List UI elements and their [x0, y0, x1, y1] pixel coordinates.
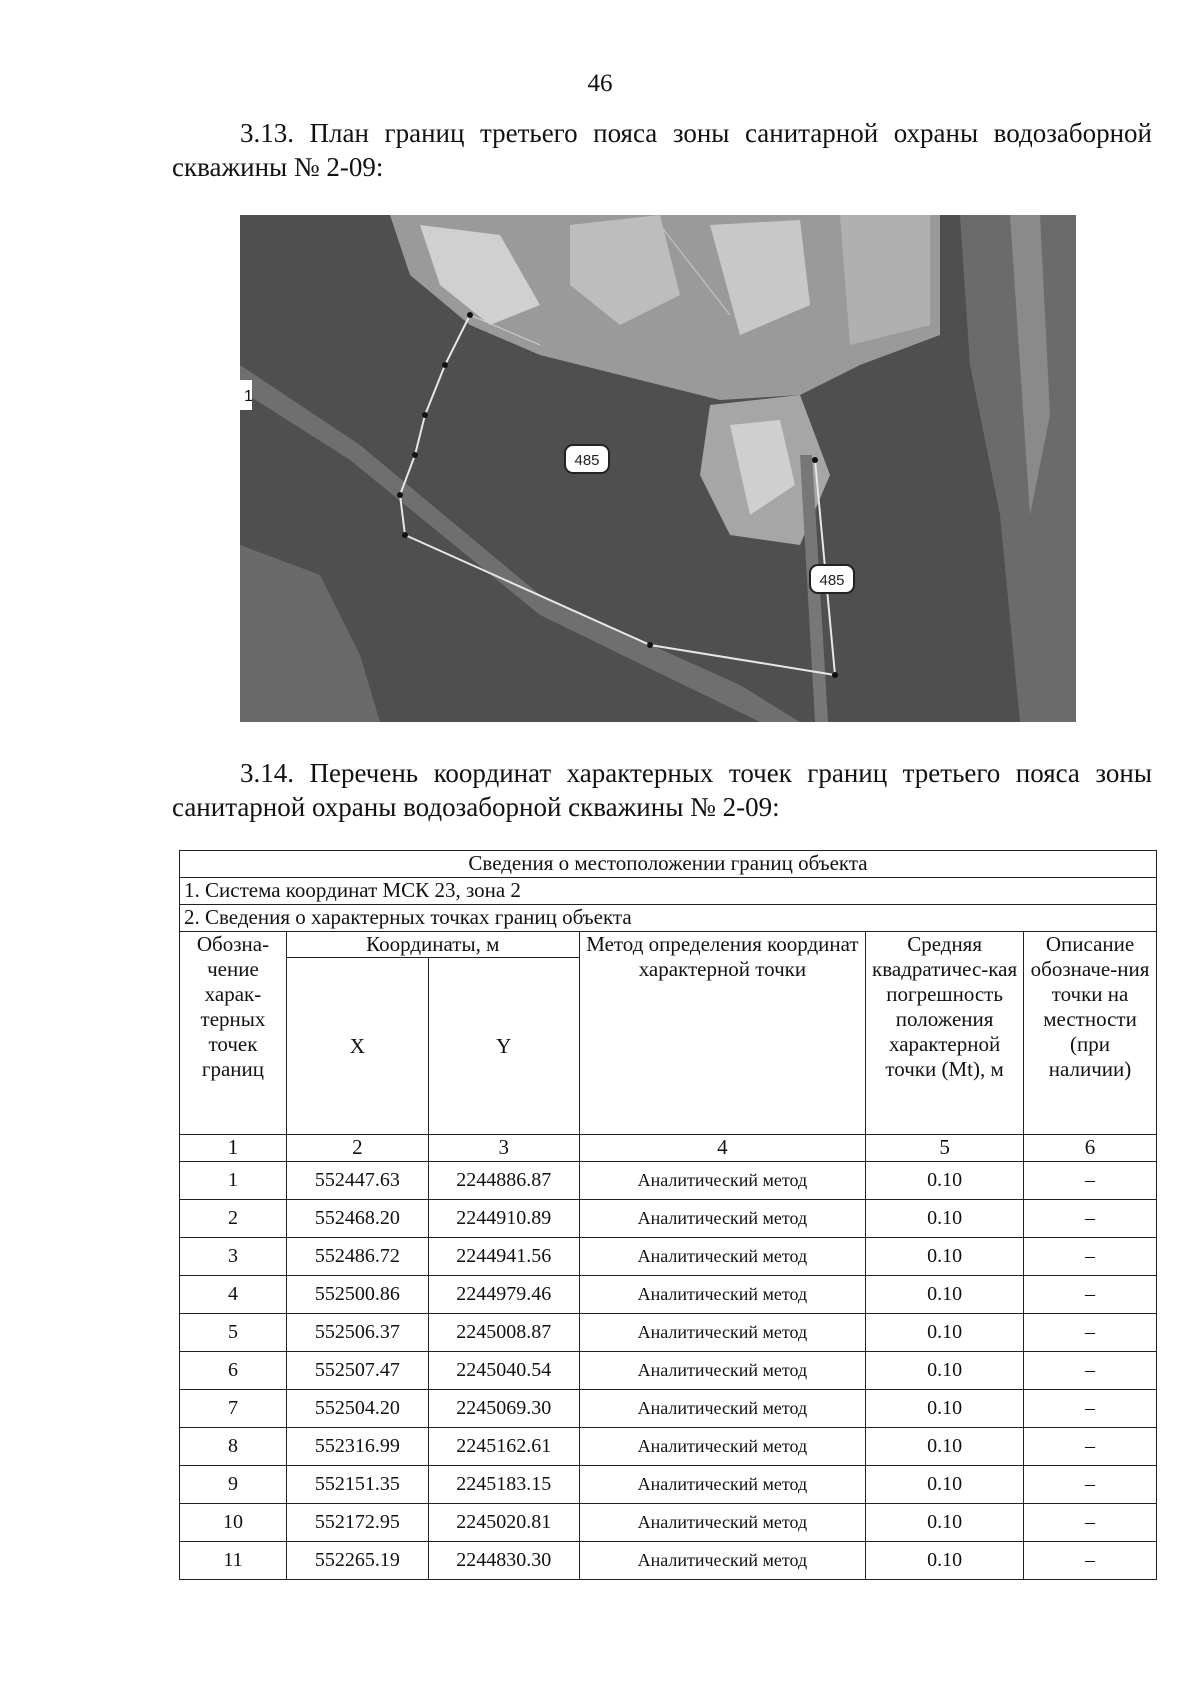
- map-svg: [240, 215, 1076, 722]
- mt-error-cell: 0.10: [866, 1542, 1024, 1580]
- point-number-cell: 2: [180, 1200, 287, 1238]
- coordinates-table: [179, 850, 1157, 1580]
- y-coordinate-cell: 2244979.46: [428, 1276, 579, 1314]
- mt-error-cell: 0.10: [866, 1314, 1024, 1352]
- road-shield-upper: [565, 445, 609, 473]
- urban-light-patch: [840, 215, 930, 345]
- description-cell: –: [1024, 1428, 1157, 1466]
- method-cell: Аналитический метод: [579, 1314, 866, 1352]
- y-coordinate-cell: 2244886.87: [428, 1162, 579, 1200]
- column-number: 5: [866, 1135, 1024, 1162]
- section-3-13-heading: [172, 116, 1152, 184]
- x-coordinate-cell: 552486.72: [286, 1238, 428, 1276]
- boundary-point: [832, 672, 838, 678]
- method-cell: Аналитический метод: [579, 1238, 866, 1276]
- x-coordinate-cell: 552447.63: [286, 1162, 428, 1200]
- mt-error-cell: 0.10: [866, 1504, 1024, 1542]
- road-shield-label: 485: [574, 452, 600, 469]
- mt-error-cell: 0.10: [866, 1200, 1024, 1238]
- description-cell: –: [1024, 1504, 1157, 1542]
- x-coordinate-cell: 552468.20: [286, 1200, 428, 1238]
- y-coordinate-cell: 2245040.54: [428, 1352, 579, 1390]
- point-number-cell: 5: [180, 1314, 287, 1352]
- road-shield-label: 485: [819, 572, 845, 589]
- road-shield-lower: [810, 565, 854, 593]
- header-x: X: [286, 958, 428, 1135]
- y-coordinate-cell: 2244941.56: [428, 1238, 579, 1276]
- section-3-14-text: 3.14. Перечень координат характерных точек границ третьего пояса зоны санитарной охраны водозаборной скважины № 2-09:: [172, 758, 1152, 822]
- boundary-point: [467, 312, 473, 318]
- point-number-cell: 3: [180, 1238, 287, 1276]
- mt-error-cell: 0.10: [866, 1276, 1024, 1314]
- method-cell: Аналитический метод: [579, 1466, 866, 1504]
- edge-label: 1: [244, 388, 253, 405]
- boundary-point: [647, 642, 653, 648]
- point-number-cell: 10: [180, 1504, 287, 1542]
- method-cell: Аналитический метод: [579, 1390, 866, 1428]
- column-number: 6: [1024, 1135, 1157, 1162]
- point-number-cell: 1: [180, 1162, 287, 1200]
- table-row: [180, 1352, 1157, 1390]
- method-cell: Аналитический метод: [579, 1542, 866, 1580]
- description-cell: –: [1024, 1542, 1157, 1580]
- header-y: Y: [428, 958, 579, 1135]
- y-coordinate-cell: 2245008.87: [428, 1314, 579, 1352]
- point-number-cell: 8: [180, 1428, 287, 1466]
- y-coordinate-cell: 2245069.30: [428, 1390, 579, 1428]
- x-coordinate-cell: 552500.86: [286, 1276, 428, 1314]
- method-cell: Аналитический метод: [579, 1504, 866, 1542]
- mt-error-cell: 0.10: [866, 1390, 1024, 1428]
- boundary-map-image: [240, 215, 1076, 722]
- x-coordinate-cell: 552316.99: [286, 1428, 428, 1466]
- column-number-row: [180, 1135, 1157, 1162]
- description-cell: –: [1024, 1390, 1157, 1428]
- mt-error-cell: 0.10: [866, 1352, 1024, 1390]
- x-coordinate-cell: 552172.95: [286, 1504, 428, 1542]
- boundary-point: [397, 492, 403, 498]
- table-row: [180, 1200, 1157, 1238]
- method-cell: Аналитический метод: [579, 1200, 866, 1238]
- method-cell: Аналитический метод: [579, 1352, 866, 1390]
- method-cell: Аналитический метод: [579, 1276, 866, 1314]
- mt-error-cell: 0.10: [866, 1428, 1024, 1466]
- point-number-cell: 7: [180, 1390, 287, 1428]
- section-3-14-heading: [172, 756, 1152, 824]
- column-number: 4: [579, 1135, 866, 1162]
- x-coordinate-cell: 552506.37: [286, 1314, 428, 1352]
- points-heading-row: 2. Сведения о характерных точках границ объекта: [180, 905, 1157, 932]
- page-number: 46: [587, 70, 613, 97]
- table-row: [180, 1390, 1157, 1428]
- y-coordinate-cell: 2244910.89: [428, 1200, 579, 1238]
- description-cell: –: [1024, 1200, 1157, 1238]
- table-row: [180, 1314, 1157, 1352]
- table-row: [180, 1162, 1157, 1200]
- mt-error-cell: 0.10: [866, 1162, 1024, 1200]
- description-cell: –: [1024, 1466, 1157, 1504]
- boundary-point: [412, 452, 418, 458]
- boundary-point: [442, 362, 448, 368]
- description-cell: –: [1024, 1238, 1157, 1276]
- x-coordinate-cell: 552151.35: [286, 1466, 428, 1504]
- point-number-cell: 11: [180, 1542, 287, 1580]
- table-row: [180, 1428, 1157, 1466]
- table-row: [180, 1276, 1157, 1314]
- column-number: 3: [428, 1135, 579, 1162]
- table-row: [180, 1238, 1157, 1276]
- x-coordinate-cell: 552265.19: [286, 1542, 428, 1580]
- x-coordinate-cell: 552504.20: [286, 1390, 428, 1428]
- header-coords: Координаты, м: [286, 932, 579, 958]
- boundary-point: [812, 457, 818, 463]
- coord-system-row: 1. Система координат МСК 23, зона 2: [180, 878, 1157, 905]
- header-designation: Обозна-чение харак-терных точек границ: [180, 932, 287, 1135]
- description-cell: –: [1024, 1352, 1157, 1390]
- description-cell: –: [1024, 1314, 1157, 1352]
- x-coordinate-cell: 552507.47: [286, 1352, 428, 1390]
- header-error: Средняя квадратичес-кая погрешность положения характерной точки (Mt), м: [866, 932, 1024, 1135]
- method-cell: Аналитический метод: [579, 1162, 866, 1200]
- column-number: 2: [286, 1135, 428, 1162]
- point-number-cell: 4: [180, 1276, 287, 1314]
- table-row: [180, 1542, 1157, 1580]
- table-row: [180, 1504, 1157, 1542]
- section-3-13-text: 3.13. План границ третьего пояса зоны санитарной охраны водозаборной скважины № 2-09:: [172, 118, 1152, 182]
- y-coordinate-cell: 2244830.30: [428, 1542, 579, 1580]
- y-coordinate-cell: 2245162.61: [428, 1428, 579, 1466]
- point-number-cell: 9: [180, 1466, 287, 1504]
- y-coordinate-cell: 2245020.81: [428, 1504, 579, 1542]
- description-cell: –: [1024, 1276, 1157, 1314]
- header-description: Описание обозначе-ния точки на местности (при наличии): [1024, 932, 1157, 1135]
- y-coordinate-cell: 2245183.15: [428, 1466, 579, 1504]
- description-cell: –: [1024, 1162, 1157, 1200]
- mt-error-cell: 0.10: [866, 1238, 1024, 1276]
- column-number: 1: [180, 1135, 287, 1162]
- method-cell: Аналитический метод: [579, 1428, 866, 1466]
- point-number-cell: 6: [180, 1352, 287, 1390]
- table-title: Сведения о местоположении границ объекта: [180, 851, 1157, 878]
- mt-error-cell: 0.10: [866, 1466, 1024, 1504]
- edge-label-marker: [240, 380, 253, 410]
- boundary-point: [422, 412, 428, 418]
- table-row: [180, 1466, 1157, 1504]
- header-method: Метод определения координат характерной точки: [579, 932, 866, 1135]
- boundary-point: [402, 532, 408, 538]
